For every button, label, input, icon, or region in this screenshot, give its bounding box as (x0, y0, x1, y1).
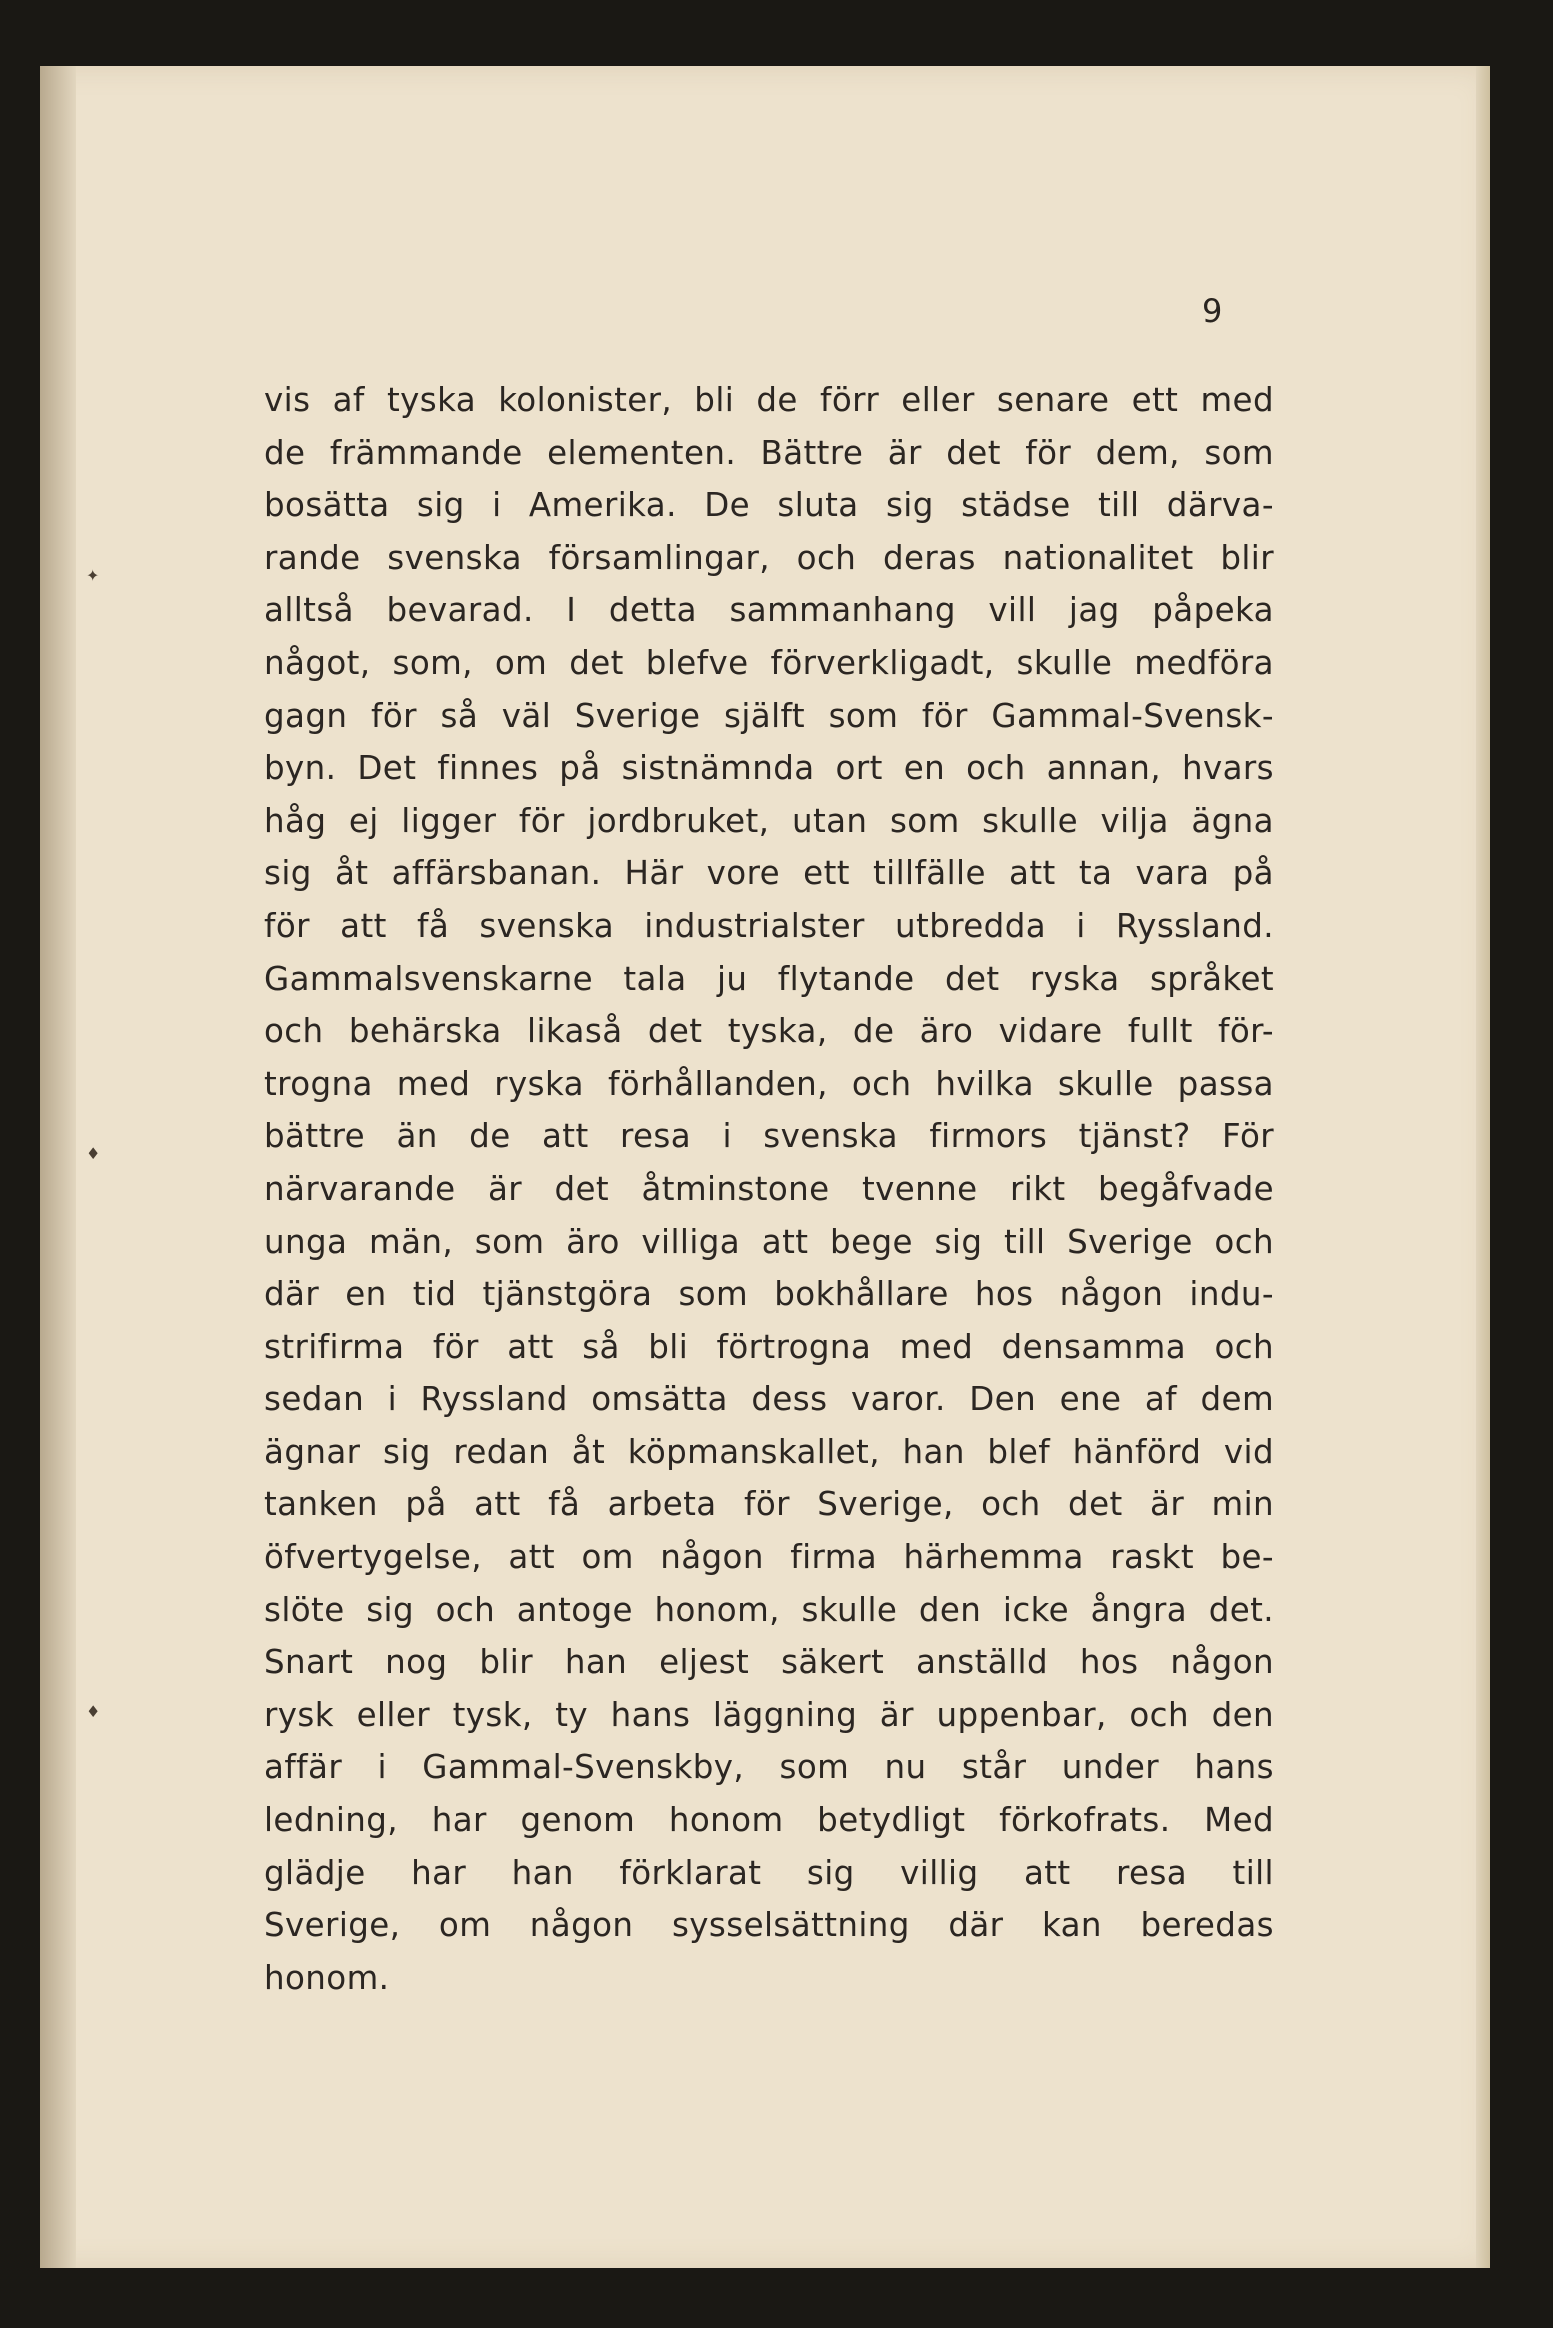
text-line: för att få svenska industrialster utbredda i Ryssland. (264, 906, 1274, 945)
text-line: affär i Gammal-Svenskby, som nu står under hans (264, 1748, 1274, 1787)
text-line: håg ej ligger för jordbruket, utan som skulle vilja ägna (264, 801, 1274, 840)
page-outer-edge (1476, 66, 1490, 2268)
text-line: Sverige, om någon sysselsättning där kan beredas (264, 1906, 1274, 1945)
text-line: ledning, har genom honom betydligt förkofrats. Med (264, 1801, 1274, 1840)
page-number: 9 (1202, 292, 1223, 330)
text-line: ägnar sig redan åt köpmanskallet, han blef hänförd vid (264, 1432, 1274, 1471)
text-line: alltså bevarad. I detta sammanhang vill jag påpeka (264, 591, 1274, 630)
text-line: rysk eller tysk, ty hans läggning är uppenbar, och den (264, 1695, 1274, 1734)
text-line: de främmande elementen. Bättre är det för dem, som (264, 433, 1274, 472)
text-line: något, som, om det blefve förverkligadt, skulle medföra (264, 643, 1274, 682)
margin-mark-icon: ♦ (86, 1702, 101, 1721)
margin-mark-icon: ✦ (86, 566, 100, 585)
text-line: sedan i Ryssland omsätta dess varor. Den ene af dem (264, 1380, 1274, 1419)
text-line: tanken på att få arbeta för Sverige, och det är min (264, 1485, 1274, 1524)
page-binding-edge (40, 66, 76, 2268)
text-line: bättre än de att resa i svenska firmors tjänst? För (264, 1117, 1274, 1156)
text-line: och behärska likaså det tyska, de äro vidare fullt för- (264, 1012, 1274, 1051)
text-line: gagn för så väl Sverige själft som för Gammal-Svensk- (264, 696, 1274, 735)
text-line: strifirma för att så bli förtrogna med densamma och (264, 1327, 1274, 1366)
text-line: vis af tyska kolonister, bli de förr eller senare ett med (264, 381, 1274, 419)
margin-mark-icon: ♦ (86, 1144, 101, 1163)
text-line: öfvertygelse, att om någon firma härhemma raskt be- (264, 1538, 1274, 1577)
text-line: unga män, som äro villiga att bege sig till Sverige och (264, 1222, 1274, 1261)
text-line: slöte sig och antoge honom, skulle den icke ångra det. (264, 1590, 1274, 1629)
text-line: närvarande är det åtminstone tvenne rikt begåfvade (264, 1169, 1274, 1208)
text-line: byn. Det finnes på sistnämnda ort en och annan, hvars (264, 749, 1274, 788)
text-line: rande svenska församlingar, och deras nationalitet blir (264, 538, 1274, 577)
text-line-last: honom. (264, 1958, 390, 1997)
book-page (40, 66, 1490, 2268)
text-line: Snart nog blir han eljest säkert anställd hos någon (264, 1643, 1274, 1682)
text-line: Gammalsvenskarne tala ju flytande det ryska språket (264, 959, 1274, 998)
text-line: där en tid tjänstgöra som bokhållare hos någon indu- (264, 1275, 1274, 1314)
text-line: glädje har han förklarat sig villig att resa till (264, 1853, 1274, 1892)
body-text (264, 374, 1274, 2004)
text-line: bosätta sig i Amerika. De sluta sig städse till därva- (264, 486, 1274, 525)
text-line: sig åt affärsbanan. Här vore ett tillfälle att ta vara på (264, 854, 1274, 893)
text-line: trogna med ryska förhållanden, och hvilka skulle passa (264, 1064, 1274, 1103)
